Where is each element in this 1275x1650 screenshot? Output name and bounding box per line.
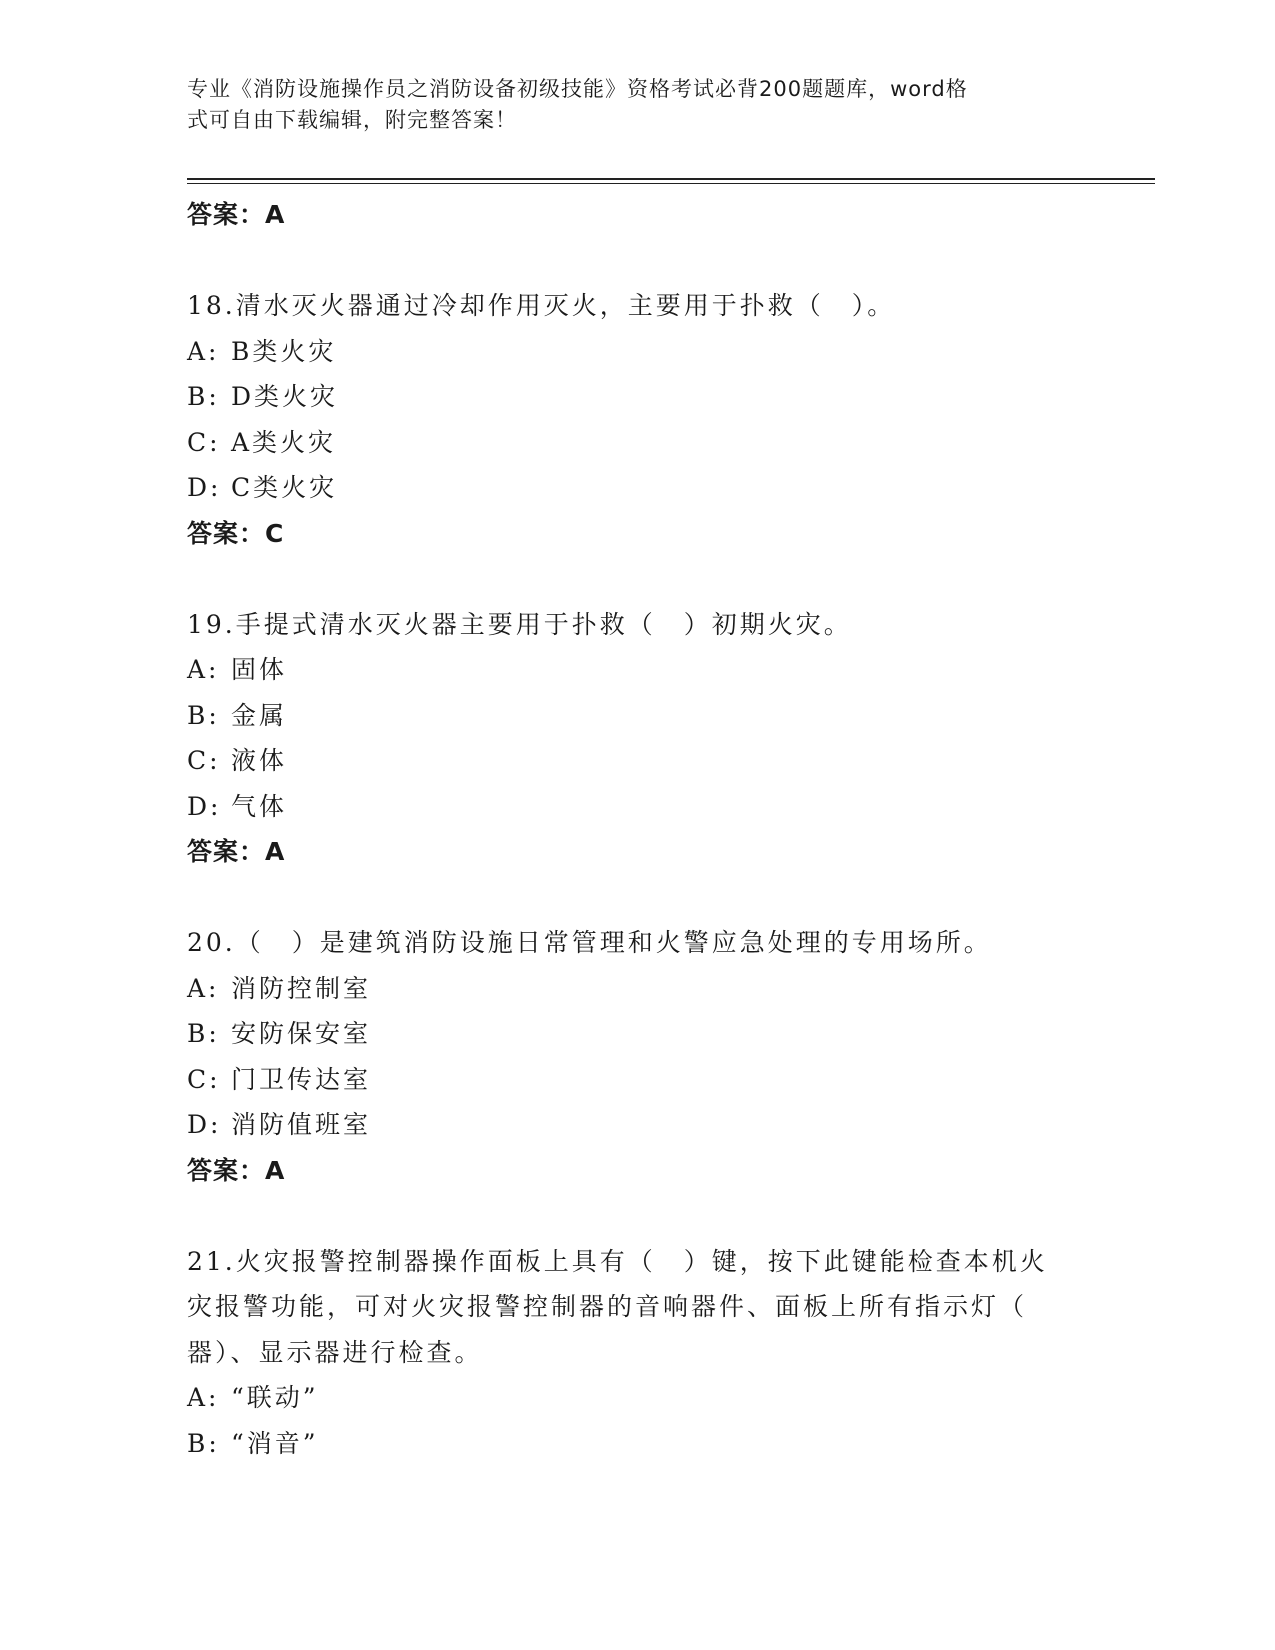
option-text: C类火灾	[231, 473, 338, 502]
question-20	[187, 920, 1087, 1193]
option-text: 门卫传达室	[231, 1064, 372, 1094]
option-text: 固体	[231, 655, 288, 684]
option-b	[187, 1011, 1087, 1057]
option-letter: B:	[187, 382, 220, 411]
option-text: 气体	[231, 791, 288, 821]
header-rule-thick	[187, 178, 1155, 180]
option-b	[187, 693, 1087, 739]
option-d	[187, 465, 1087, 511]
header-rule-thin	[187, 183, 1155, 184]
option-text: “联动”	[231, 1383, 319, 1412]
option-text: 消防控制室	[231, 973, 372, 1003]
answer: 答案：A	[187, 837, 286, 866]
option-text: 安防保安室	[231, 1019, 372, 1048]
option-a	[187, 966, 1087, 1012]
option-text: 液体	[231, 746, 288, 775]
option-letter: B:	[187, 700, 220, 730]
question-stem-line-1: 21.火灾报警控制器操作面板上具有（ ）键，按下此键能检查本机火	[187, 1246, 1048, 1276]
question-stem-line-3: 器）、显示器进行检查。	[187, 1337, 483, 1367]
option-d	[187, 1102, 1087, 1148]
option-d	[187, 784, 1087, 830]
option-c	[187, 420, 1087, 466]
option-text: B类火灾	[231, 336, 337, 366]
option-text: A类火灾	[231, 427, 337, 457]
option-letter: B:	[187, 1019, 220, 1048]
option-a	[187, 1375, 1087, 1421]
question-21	[187, 1239, 1087, 1467]
option-text: D类火灾	[231, 382, 339, 411]
option-a	[187, 329, 1087, 375]
option-letter: C:	[187, 1064, 221, 1094]
option-letter: D:	[187, 1110, 222, 1139]
document-header	[187, 74, 1067, 136]
question-list	[187, 192, 1087, 1466]
option-letter: A:	[187, 1383, 220, 1412]
option-letter: C:	[187, 427, 221, 457]
option-letter: A:	[187, 655, 220, 684]
option-c	[187, 1057, 1087, 1103]
option-a	[187, 647, 1087, 693]
answer: 答案：A	[187, 1155, 286, 1185]
question-stem: 20.（ ）是建筑消防设施日常管理和火警应急处理的专用场所。	[187, 928, 992, 957]
option-letter: D:	[187, 791, 222, 821]
option-letter: A:	[187, 973, 220, 1003]
option-text: 金属	[231, 700, 288, 730]
option-c	[187, 738, 1087, 784]
header-line-2: 式可自由下载编辑，附完整答案！	[187, 108, 517, 132]
question-stem-line-2: 灾报警功能，可对火灾报警控制器的音响器件、面板上所有指示灯（	[187, 1292, 1028, 1321]
question-18	[187, 283, 1087, 556]
answer: 答案：C	[187, 518, 285, 548]
question-stem: 19.手提式清水灭火器主要用于扑救（ ）初期火灾。	[187, 609, 852, 639]
question-19	[187, 602, 1087, 875]
question-stem: 18.清水灭火器通过冷却作用灭火，主要用于扑救（ ）。	[187, 291, 896, 320]
header-line-1: 专业《消防设施操作员之消防设备初级技能》资格考试必背200题题库，word格	[187, 77, 968, 101]
option-text: 消防值班室	[231, 1110, 372, 1139]
option-letter: C:	[187, 746, 221, 775]
option-b	[187, 1421, 1087, 1467]
previous-answer: 答案：A	[187, 200, 286, 229]
option-letter: B:	[187, 1428, 220, 1458]
option-text: “消音”	[231, 1428, 319, 1458]
option-letter: A:	[187, 336, 220, 366]
option-b	[187, 374, 1087, 420]
option-letter: D:	[187, 473, 222, 502]
